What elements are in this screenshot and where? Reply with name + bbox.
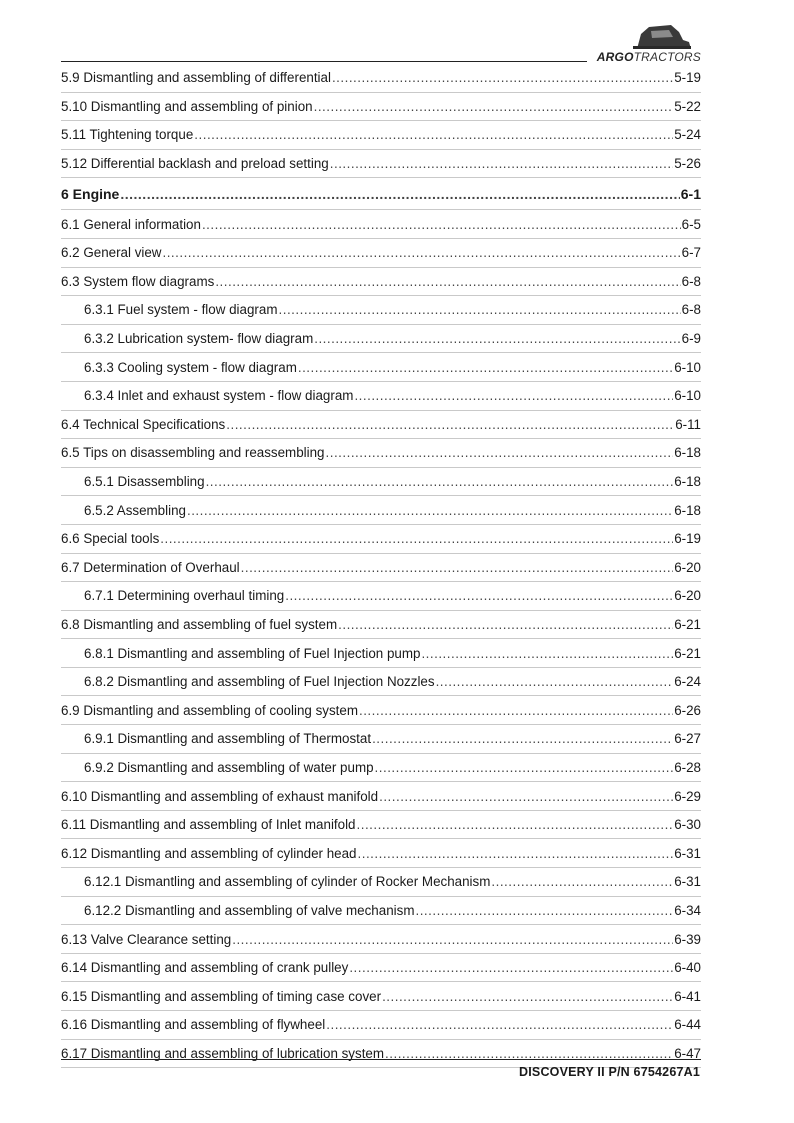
toc-dot-leader [162,245,680,260]
toc-entry[interactable] [61,811,701,840]
toc-entry-title: 6.3.2 Lubrication system- flow diagram [84,331,314,347]
toc-entry[interactable] [61,954,701,983]
toc-dot-leader [330,156,673,171]
toc-entry-title: 6.16 Dismantling and assembling of flywheel [61,1017,326,1033]
toc-entry[interactable] [61,839,701,868]
toc-entry-page: 5-26 [674,156,701,172]
toc-entry[interactable] [61,121,701,150]
toc-entry-title: 6.5.1 Disassembling [84,474,205,490]
toc-dot-leader [206,474,674,489]
toc-dot-leader [194,127,673,142]
page-header [61,18,701,64]
toc-entry-title: 6.8 Dismantling and assembling of fuel system [61,616,338,632]
toc-dot-leader [326,445,674,460]
toc-entry-title: 6.3.4 Inlet and exhaust system - flow diagram [84,388,354,404]
brand-logo [585,22,701,64]
toc-entry[interactable] [61,868,701,897]
toc-entry[interactable] [61,925,701,954]
toc-entry-page: 6-20 [674,559,701,575]
brand-name-light: TRACTORS [633,50,701,64]
toc-dot-leader [354,388,673,403]
toc-entry-title: 6.5 Tips on disassembling and reassembling [61,445,325,461]
toc-entry-page: 6-47 [674,1045,701,1061]
toc-entry[interactable] [61,525,701,554]
toc-dot-leader [120,186,679,202]
toc-entry-page: 6-28 [674,759,701,775]
toc-entry[interactable] [61,210,701,239]
toc-entry-page: 5-24 [674,127,701,143]
toc-entry-page: 6-11 [675,416,701,432]
toc-entry-title: 6.3 System flow diagrams [61,273,215,289]
toc-entry-page: 6-40 [674,960,701,976]
toc-dot-leader [241,560,674,575]
toc-entry-page: 6-24 [674,674,701,690]
toc-dot-leader [491,874,673,889]
toc-entry[interactable] [61,1040,701,1069]
toc-entry-title: 6.13 Valve Clearance setting [61,931,232,947]
toc-entry[interactable] [61,668,701,697]
toc-entry-page: 6-34 [674,902,701,918]
toc-entry-page: 6-39 [674,931,701,947]
toc-entry[interactable] [61,554,701,583]
toc-entry[interactable] [61,382,701,411]
toc-entry-title: 6.8.2 Dismantling and assembling of Fuel Injection Nozzles [84,674,435,690]
toc-entry[interactable] [61,611,701,640]
toc-entry-title: 6.5.2 Assembling [84,502,186,518]
toc-dot-leader [379,789,673,804]
toc-entry[interactable] [61,353,701,382]
toc-entry[interactable] [61,696,701,725]
toc-dot-leader [285,588,673,603]
toc-entry-title: 6.12.1 Dismantling and assembling of cylinder of Rocker Mechanism [84,874,491,890]
brand-name [597,50,701,64]
toc-entry-title: 6.17 Dismantling and assembling of lubrication system [61,1045,385,1061]
toc-entry-title: 6.10 Dismantling and assembling of exhaust manifold [61,788,379,804]
brand-name-bold: ARGO [596,50,634,64]
toc-dot-leader [187,503,673,518]
toc-entry[interactable] [61,582,701,611]
toc-dot-leader [226,417,674,432]
toc-entry-title: 6.8.1 Dismantling and assembling of Fuel Injection pump [84,645,421,661]
toc-entry-page: 6-21 [674,645,701,661]
toc-dot-leader [215,274,680,289]
toc-entry-title: 6.12.2 Dismantling and assembling of valve mechanism [84,902,415,918]
toc-dot-leader [298,360,673,375]
toc-entry-title: 6.9 Dismantling and assembling of cooling system [61,702,358,718]
toc-entry[interactable] [61,93,701,122]
toc-entry-page: 6-5 [681,216,701,232]
toc-dot-leader [314,99,674,114]
toc-entry-page: 6-30 [674,817,701,833]
toc-dot-leader [160,531,673,546]
toc-dot-leader [375,760,674,775]
toc-entry[interactable] [61,754,701,783]
table-of-contents [61,64,701,1068]
toc-entry[interactable] [61,496,701,525]
toc-entry-page: 6-31 [674,845,701,861]
toc-entry[interactable] [61,411,701,440]
toc-entry-page: 6-7 [681,245,701,261]
toc-dot-leader [421,646,673,661]
toc-entry-page: 6-26 [674,702,701,718]
toc-entry[interactable] [61,439,701,468]
toc-entry[interactable] [61,239,701,268]
toc-entry-title: 6.12 Dismantling and assembling of cylinder head [61,845,357,861]
toc-entry-title: 6.4 Technical Specifications [61,416,226,432]
toc-entry[interactable] [61,725,701,754]
toc-entry[interactable] [61,897,701,926]
toc-entry-page: 6-10 [674,388,701,404]
toc-entry-page: 6-19 [674,531,701,547]
toc-dot-leader [232,932,673,947]
toc-dot-leader [279,302,681,317]
toc-dot-leader [358,846,674,861]
toc-entry-page: 5-22 [674,98,701,114]
toc-entry[interactable] [61,296,701,325]
toc-entry-title: 6.2 General view [61,245,162,261]
toc-entry-title: 6.9.2 Dismantling and assembling of water pump [84,759,374,775]
toc-dot-leader [314,331,680,346]
toc-dot-leader [338,617,673,632]
toc-entry-page: 6-18 [674,474,701,490]
toc-entry-title: 6.14 Dismantling and assembling of crank pulley [61,960,349,976]
toc-entry-page: 6-21 [674,616,701,632]
toc-entry-title: 5.9 Dismantling and assembling of differential [61,70,331,86]
toc-entry[interactable] [61,150,701,179]
toc-entry-title: 6.6 Special tools [61,531,160,547]
toc-entry-page: 6-8 [681,302,701,318]
toc-dot-leader [382,989,673,1004]
toc-entry-page: 6-31 [674,874,701,890]
toc-dot-leader [326,1017,673,1032]
toc-entry-title: 6.7 Determination of Overhaul [61,559,240,575]
toc-entry-page: 6-10 [674,359,701,375]
toc-entry-page: 6-20 [674,588,701,604]
toc-entry-title: 6 Engine [61,185,120,202]
toc-dot-leader [349,960,673,975]
toc-dot-leader [332,70,673,85]
toc-dot-leader [202,217,681,232]
toc-entry-page: 6-18 [674,445,701,461]
toc-entry-page: 6-18 [674,502,701,518]
toc-entry-title: 6.9.1 Dismantling and assembling of Thermostat [84,731,372,747]
toc-entry[interactable] [61,639,701,668]
toc-entry-page: 6-8 [681,273,701,289]
toc-entry-page: 6-9 [681,331,701,347]
toc-entry[interactable] [61,268,701,297]
toc-entry[interactable] [61,1011,701,1040]
toc-entry-title: 5.10 Dismantling and assembling of pinion [61,98,313,114]
toc-entry-page: 6-44 [674,1017,701,1033]
toc-entry-title: 6.11 Dismantling and assembling of Inlet manifold [61,817,356,833]
toc-entry-page: 6-41 [674,988,701,1004]
toc-entry-title: 6.3.3 Cooling system - flow diagram [84,359,297,375]
toc-dot-leader [415,903,673,918]
toc-entry-page: 6-29 [674,788,701,804]
footer-rule [61,1059,701,1060]
toc-entry-page: 6-1 [680,185,701,202]
toc-entry[interactable] [61,782,701,811]
toc-entry[interactable] [61,982,701,1011]
toc-entry-title: 6.3.1 Fuel system - flow diagram [84,302,278,318]
footer-part-number: DISCOVERY II P/N 6754267A1 [519,1065,700,1079]
toc-entry-title: 6.1 General information [61,216,201,232]
toc-entry[interactable] [61,178,701,210]
toc-entry-page: 5-19 [674,70,701,86]
tractor-cab-icon [631,22,693,50]
toc-entry[interactable] [61,468,701,497]
header-rule [61,61,587,62]
toc-entry-title: 5.12 Differential backlash and preload setting [61,156,329,172]
toc-entry-title: 6.15 Dismantling and assembling of timing case cover [61,988,382,1004]
toc-entry-title: 5.11 Tightening torque [61,127,194,143]
toc-entry-page: 6-27 [674,731,701,747]
toc-entry[interactable] [61,325,701,354]
toc-dot-leader [357,817,674,832]
toc-dot-leader [436,674,674,689]
toc-dot-leader [372,731,673,746]
toc-dot-leader [359,703,673,718]
toc-entry[interactable] [61,64,701,93]
toc-entry-title: 6.7.1 Determining overhaul timing [84,588,285,604]
